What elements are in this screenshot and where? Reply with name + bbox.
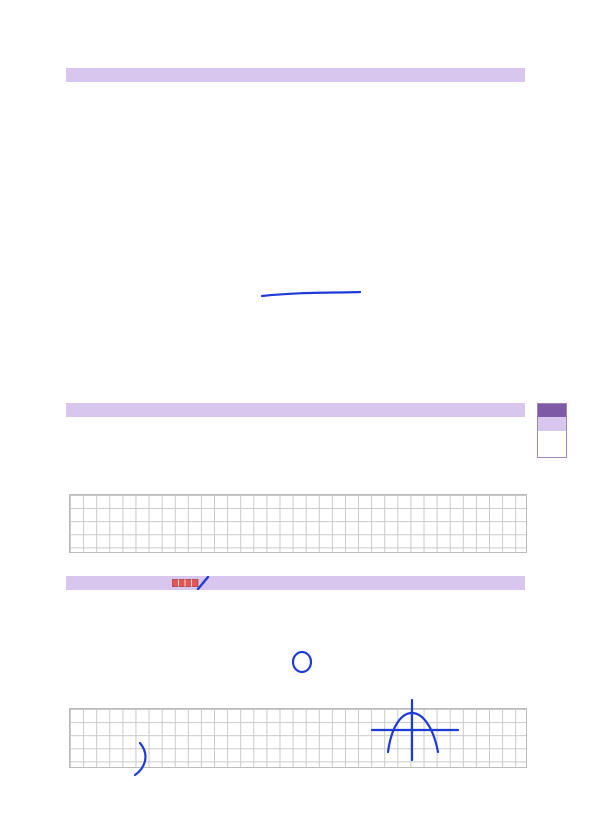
handwritten-axis-stroke [262, 292, 360, 296]
handwritten-arrow-stroke [135, 743, 145, 775]
handwritten-circle-b [293, 652, 311, 672]
